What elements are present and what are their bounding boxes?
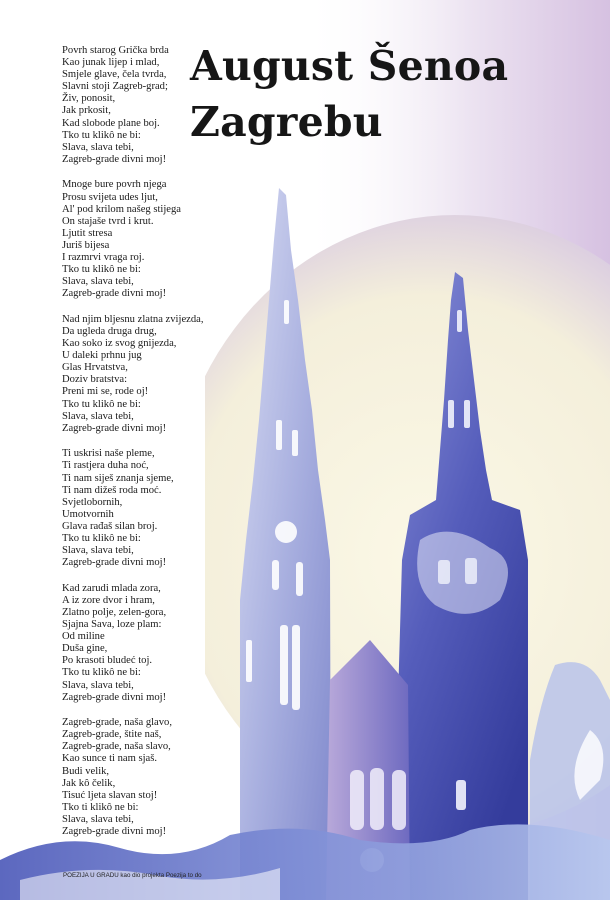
poem-line: Tko tu klikô ne bi:	[62, 667, 141, 679]
poem-line: Ti uskrisi naše pleme,	[62, 448, 155, 460]
poem-line: Zagreb-grade divni moj!	[62, 557, 167, 569]
poem-line: Glava rađaš silan broj.	[62, 520, 158, 532]
poem-line: On stajaše tvrd i krut.	[62, 215, 154, 227]
poem-line: Zagreb-grade divni moj!	[62, 422, 167, 434]
poem-line: Mnoge bure povrh njega	[62, 179, 167, 191]
poem-text	[62, 45, 222, 852]
stanza	[62, 314, 222, 435]
poem-line: Povrh starog Grička brda	[62, 45, 169, 56]
poem-line: Glas Hrvatstva,	[62, 362, 128, 374]
footer-credit: POEZIJA U GRADU kao dio projekta Poezija to do	[63, 872, 202, 879]
poem-line: Zagreb-grade divni moj!	[62, 288, 167, 300]
poem-line: Umotvornih	[62, 508, 114, 520]
poem-line: A iz zore dvor i hram,	[62, 594, 155, 606]
poem-line: Slava, slava tebi,	[62, 141, 134, 153]
poem-line: Zagreb-grade, štite naš,	[62, 729, 162, 741]
poem-line: Kad slobode plane boj.	[62, 117, 160, 129]
poem-line: U daleki prhnu jug	[62, 350, 142, 362]
stanza	[62, 448, 222, 569]
poem-line: Tko ti klikô ne bi:	[62, 801, 139, 813]
poem-line: Zagreb-grade divni moj!	[62, 826, 167, 838]
stanza	[62, 45, 222, 166]
poem-line: Ljutit stresa	[62, 227, 113, 239]
poem-line: Svjetlobornih,	[62, 496, 123, 508]
poem-line: Jak kô čelik,	[62, 777, 116, 789]
poem-line: I razmrvi vraga roj.	[62, 252, 145, 263]
stanza	[62, 179, 222, 300]
poem-line: Tko tu klikô ne bi:	[62, 264, 141, 276]
poem-line: Od miline	[62, 631, 105, 643]
poem-line: Ti nam siješ znanja sjeme,	[62, 472, 174, 484]
poem-line: Slava, slava tebi,	[62, 813, 134, 825]
poem-line: Jak prkosit,	[62, 105, 111, 117]
poem-title: Zagrebu	[190, 98, 383, 146]
poem-line: Ti rastjera duha noć,	[62, 460, 149, 472]
poem-line: Slava, slava tebi,	[62, 679, 134, 691]
poem-line: Zagreb-grade divni moj!	[62, 153, 167, 165]
poem-line: Zagreb-grade divni moj!	[62, 691, 167, 703]
poem-line: Da ugleda druga drug,	[62, 325, 157, 337]
stanza	[62, 717, 222, 838]
poem-line: Juriš bijesa	[62, 239, 110, 251]
poem-line: Slava, slava tebi,	[62, 545, 134, 557]
poem-line: Slavni stoji Zagreb-grad;	[62, 81, 168, 93]
poem-line: Tko tu klikô ne bi:	[62, 129, 141, 141]
author-name: August Šenoa	[190, 42, 509, 90]
poem-line: Budi velik,	[62, 765, 110, 777]
poem-line: Slava, slava tebi,	[62, 410, 134, 422]
poem-line: Zagreb-grade, naša slavo,	[62, 741, 171, 753]
poem-line: Kao sunce ti nam sjaš.	[62, 753, 158, 765]
poem-line: Prosu svijeta udes ljut,	[62, 191, 158, 203]
poem-line: Kad zarudi mlada zora,	[62, 582, 161, 594]
poem-line: Al' pod krilom našeg stijega	[62, 203, 182, 215]
poem-line: Nad njim bljesnu zlatna zvijezda,	[62, 313, 204, 325]
poem-line: Tko tu klikô ne bi:	[62, 398, 141, 410]
title-block	[190, 38, 508, 150]
stanza	[62, 583, 222, 704]
poem-line: Smjele glave, čela tvrda,	[62, 69, 167, 81]
poem-line: Kao soko iz svog gnijezda,	[62, 338, 177, 350]
poem-line: Preni mi se, rode oj!	[62, 386, 149, 398]
poem-line: Po krasoti bludeć toj.	[62, 655, 153, 667]
poem-line: Tko tu klikô ne bi:	[62, 532, 141, 544]
poem-line: Tisuć ljeta slavan stoj!	[62, 789, 158, 801]
poem-line: Zagreb-grade, naša glavo,	[62, 717, 173, 729]
poem-line: Zlatno polje, zelen-gora,	[62, 606, 167, 618]
poem-line: Doziv bratstva:	[62, 374, 128, 386]
poem-line: Slava, slava tebi,	[62, 276, 134, 288]
poem-line: Sjajna Sava, loze plam:	[62, 619, 162, 631]
poem-line: Kao junak lijep i mlad,	[62, 57, 160, 69]
poem-line: Duša gine,	[62, 643, 108, 655]
poem-line: Živ, ponosit,	[62, 93, 116, 105]
poem-line: Ti nam dižeš roda moć.	[62, 484, 162, 496]
